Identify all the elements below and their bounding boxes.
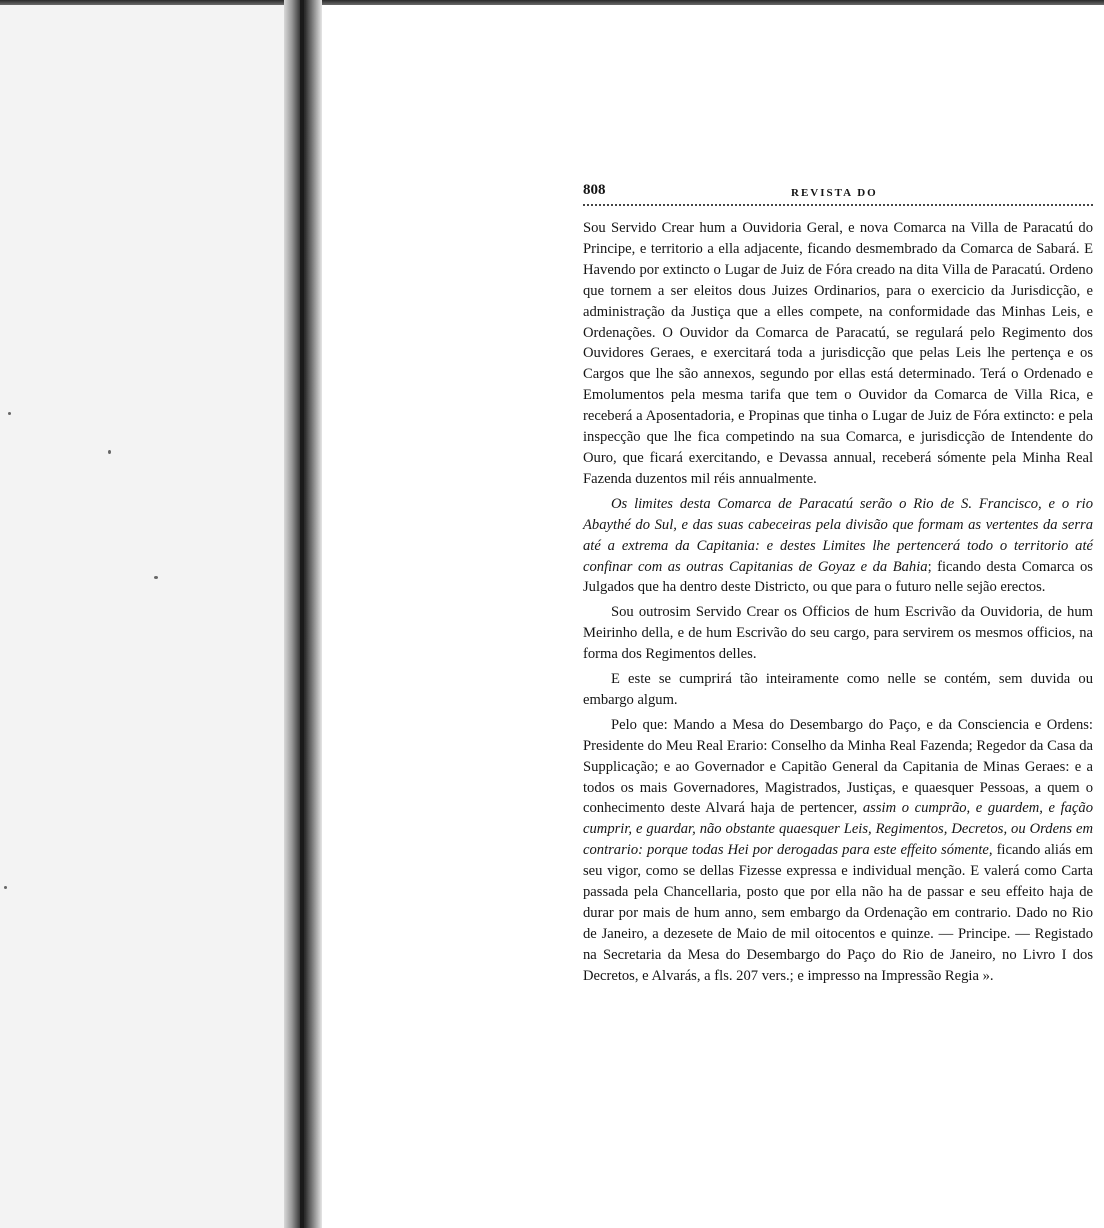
paragraph-4: [583, 669, 1093, 711]
blank-left-page: [0, 5, 296, 1228]
paragraph-1: [583, 218, 1093, 490]
body-text: [583, 218, 1093, 987]
paragraph-text: Sou outrosim Servido Crear os Officios de hum Escrivão da Ouvidoria, de hum Meirinho della, e de hum Escrivão do seu cargo, para servirem os mesmos officios, na forma dos Regimentos delles.: [583, 604, 1093, 663]
paragraph-2: [583, 494, 1093, 599]
scan-speck: [154, 576, 158, 579]
book-spine-line: [300, 0, 304, 1228]
scan-speck: [108, 450, 111, 454]
page-header: [583, 182, 1093, 206]
paragraph-3: [583, 602, 1093, 665]
page-number: 808: [583, 182, 606, 198]
paragraph-italic-text: assim o cumprão, e guardem, e fação cumprir, e guardar, não obstante quaesquer Leis, Regimentos, Decretos, ou Ordens em contrario: porque todas Hei por derogadas para este effeito sómente,: [583, 800, 1094, 859]
right-page: [583, 182, 1093, 987]
paragraph-text: ; ficando desta Comarca os Julgados que ha dentro deste Districto, ou que para o futuro nelle sejão erectos.: [583, 558, 1093, 596]
paragraph-text: Pelo que: Mando a Mesa do Desembargo do Paço, e da Consciencia e Ordens: Presidente do Meu Real Erario: Conselho da Minha Real Fazenda; Regedor da Casa da Supplicação; e ao Governador e Capitão General da Capitania de Minas Geraes: e a todos os mais Governadores, Magistrados, Justiças, e quaesquer Pessoas, a quem o conhecimento deste Alvará haja de pertencer,: [583, 716, 1093, 817]
paragraph-5: [583, 715, 1093, 987]
paragraph-text: ficando aliás em seu vigor, como se dellas Fizesse expressa e individual menção. E valerá como Carta passada pela Chancellaria, posto que por ella não ha de passar e seu effeito haja de durar por mais de hum anno, sem embargo da Ordenação em contrario. Dado no Rio de Janeiro, a dezesete de Maio de mil oitocentos e quinze. — Principe. — Registado na Secretaria da Mesa do Desembargo do Paço do Rio de Janeiro, no Livro I dos Decretos, e Alvarás, a fls. 207 vers.; e impresso na Impressão Regia ».: [583, 842, 1093, 984]
scan-speck: [4, 886, 7, 889]
running-head: REVISTA DO: [791, 187, 878, 199]
paragraph-text: Sou Servido Crear hum a Ouvidoria Geral, e nova Comarca na Villa de Paracatú do Principe, e territorio a ella adjacente, ficando desmembrado da Comarca de Sabará. E Havendo por extincto o Lugar de Juiz de Fóra creado na dita Villa de Paracatú. Ordeno que tornem a ser eleitos dous Juizes Ordinarios, para o exercicio da Jurisdicção, e administração da Justiça que a elles compete, na conformidade das Minhas Leis, e Ordenações. O Ouvidor da Comarca de Paracatú, se regulará pelo Regimento dos Ouvidores Geraes, e exercitará toda a jurisdicção que pelas Leis lhe pertença e os Cargos que lhe são annexos, segundo por ellas está determinado. Terá o Ordenado e Emolumentos pela mesma tarifa que tem o Ouvidor da Comarca de Villa Rica, e receberá a Aposentadoria, e Propinas que tinha o Lugar de Juiz de Fóra extincto: e pela inspecção que lhe fica competindo na sua Comarca, e jurisdicção de Intendente do Ouro, que ficará exercitando, e Devassa annual, receberá sómente pela Minha Real Fazenda duzentos mil réis annualmente.: [583, 220, 1093, 487]
paragraph-text: E este se cumprirá tão inteiramente como nelle se contém, sem duvida ou embargo algum.: [583, 671, 1093, 708]
scan-speck: [8, 412, 11, 415]
paragraph-italic-text: Os limites desta Comarca de Paracatú serão o Rio de S. Francisco, e o rio Abaythé do Sul, e das suas cabeceiras pela divisão que formam as vertentes da serra até a extrema da Capitania: e destes Limites lhe pertencerá todo o territorio até confinar com as outras Capitanias de Goyaz e da Bahia: [583, 495, 1093, 575]
